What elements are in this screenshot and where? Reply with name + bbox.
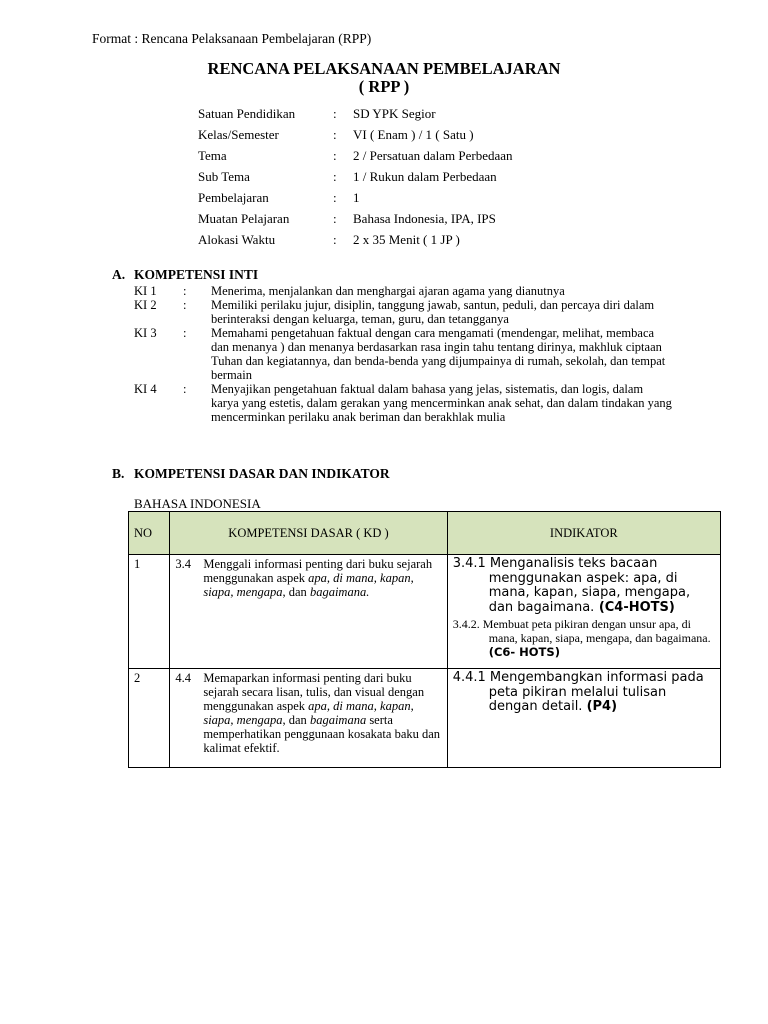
info-value: 1: [353, 190, 360, 205]
ki-item: [134, 382, 674, 424]
ki-code: KI 3: [134, 326, 157, 340]
info-colon: :: [333, 190, 337, 205]
info-label: Kelas/Semester: [198, 127, 279, 142]
kd-cell: [170, 669, 447, 768]
ki-code: KI 1: [134, 284, 157, 298]
info-colon: :: [333, 106, 337, 121]
header-no: NO: [129, 512, 170, 555]
format-line: Format : Rencana Pelaksanaan Pembelajaran (RPP): [92, 31, 372, 46]
section-title: KOMPETENSI DASAR DAN INDIKATOR: [134, 466, 390, 481]
ki-code: KI 4: [134, 382, 157, 396]
document-title-sub: ( RPP ): [358, 77, 410, 96]
table-row: [129, 555, 721, 669]
header-indikator: INDIKATOR: [447, 512, 720, 555]
kd-number: 3.4: [175, 557, 191, 571]
info-colon: :: [333, 127, 337, 142]
info-label: Sub Tema: [198, 169, 250, 184]
header-kd: KOMPETENSI DASAR ( KD ): [170, 512, 447, 555]
info-value: Bahasa Indonesia, IPA, IPS: [353, 211, 496, 226]
row-number: 2: [129, 669, 170, 768]
section-heading-kompetensi-dasar: [112, 466, 390, 482]
info-value: VI ( Enam ) / 1 ( Satu ): [353, 127, 474, 142]
info-label: Satuan Pendidikan: [198, 106, 296, 121]
ki-text: Memahami pengetahuan faktual dengan cara mengamati (mendengar, melihat, membaca dan menanya ) dan menanya berdasarkan rasa ingin tahu tentang dirinya, makhluk ciptaan Tuhan dan kegiatannya, dan benda-benda yang dijumpainya di rumah, sekolah, dan tempat bermain: [211, 326, 666, 382]
document-title-main: RENCANA PELAKSANAAN PEMBELAJARAN: [207, 59, 561, 78]
info-row: [198, 106, 513, 127]
ki-colon: :: [183, 382, 187, 396]
kd-number: 4.4: [175, 671, 191, 685]
section-number: A.: [112, 267, 126, 282]
info-value: 1 / Rukun dalam Perbedaan: [353, 169, 497, 184]
info-value: 2 / Persatuan dalam Perbedaan: [353, 148, 513, 163]
ki-item: [134, 326, 674, 382]
identity-table: [198, 106, 513, 253]
ki-colon: :: [183, 298, 187, 312]
info-colon: :: [333, 148, 337, 163]
info-row: [198, 148, 513, 169]
section-number: B.: [112, 466, 125, 481]
ki-item: [134, 284, 674, 298]
info-value: SD YPK Segior: [353, 106, 436, 121]
info-row: [198, 211, 513, 232]
info-row: [198, 190, 513, 211]
kd-indicator-table: [128, 511, 721, 768]
ki-text: Memiliki perilaku jujur, disiplin, tanggung jawab, santun, peduli, dan percaya diri dalam berinteraksi dengan keluarga, teman, guru, dan tetangganya: [211, 298, 655, 326]
ki-colon: :: [183, 326, 187, 340]
document-title: [0, 60, 768, 96]
ki-text: Menyajikan pengetahuan faktual dalam bahasa yang jelas, sistematis, dan logis, dalam karya yang estetis, dalam gerakan yang mencerminkan anak sehat, dan dalam tindakan yang mencerminkan perilaku anak beriman dan berakhlak mulia: [211, 382, 672, 424]
ki-item: [134, 298, 674, 326]
indicator-item: 3.4.1 Menganalisis teks bacaan menggunakan aspek: apa, di mana, kapan, siapa, mengapa, dan bagaimana. (C4-HOTS): [452, 556, 691, 615]
info-colon: :: [333, 169, 337, 184]
ki-code: KI 2: [134, 298, 157, 312]
indicator-item: 3.4.2. Membuat peta pikiran dengan unsur apa, di mana, kapan, siapa, mengapa, dan bagaimana. (C6- HOTS): [452, 617, 711, 659]
ki-list: [134, 284, 674, 424]
info-label: Alokasi Waktu: [198, 232, 276, 247]
indicator-cell: [447, 669, 720, 768]
info-label: Muatan Pelajaran: [198, 211, 290, 226]
subject-label: BAHASA INDONESIA: [134, 496, 261, 511]
section-title: KOMPETENSI INTI: [134, 267, 259, 282]
table-row: [129, 669, 721, 768]
indicator-item: 4.4.1 Mengembangkan informasi pada peta pikiran melalui tulisan dengan detail. (P4): [452, 670, 704, 714]
table-header-row: [129, 512, 721, 555]
info-colon: :: [333, 232, 337, 247]
info-value: 2 x 35 Menit ( 1 JP ): [353, 232, 460, 247]
info-row: [198, 127, 513, 148]
info-label: Pembelajaran: [198, 190, 269, 205]
ki-colon: :: [183, 284, 187, 298]
info-row: [198, 232, 513, 253]
kd-text: Memaparkan informasi penting dari buku sejarah secara lisan, tulis, dan visual dengan menggunakan aspek apa, di mana, kapan, siapa, mengapa, dan bagaimana serta memperhatikan penggunaan kosakata baku dan kalimat efektif.: [203, 671, 441, 755]
info-label: Tema: [198, 148, 227, 163]
section-heading-kompetensi-inti: [112, 267, 258, 283]
info-colon: :: [333, 211, 337, 226]
ki-text: Menerima, menjalankan dan menghargai ajaran agama yang dianutnya: [211, 284, 565, 298]
kd-cell: [170, 555, 447, 669]
row-number: 1: [129, 555, 170, 669]
info-row: [198, 169, 513, 190]
kd-text: Menggali informasi penting dari buku sejarah menggunakan aspek apa, di mana, kapan, siapa, mengapa, dan bagaimana.: [203, 557, 433, 599]
indicator-cell: [447, 555, 720, 669]
